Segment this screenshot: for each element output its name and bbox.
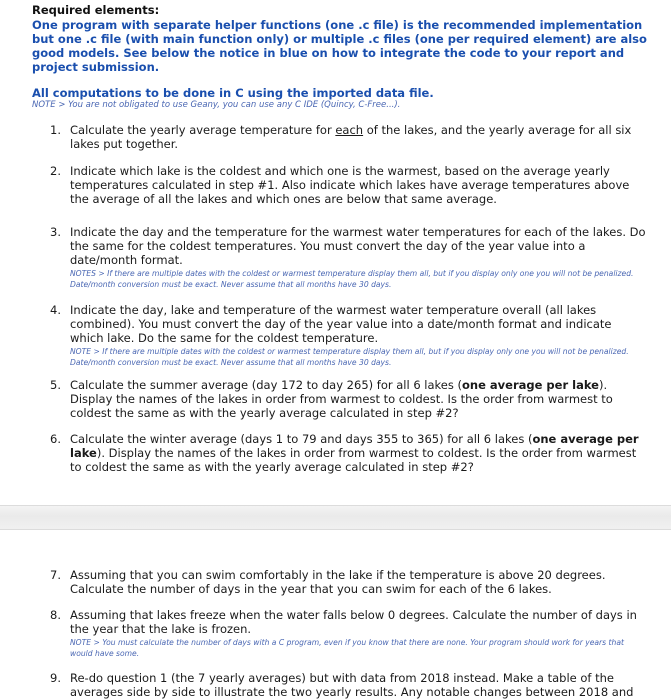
item-number: 2. — [50, 164, 61, 178]
item-number: 1. — [50, 123, 61, 137]
item-number: 6. — [50, 432, 61, 446]
item-text: Indicate which lake is the coldest and which one is the warmest, based on the average yearly temperatures calculated in step #1. Also indicate which lakes have average temperatures above the average of all the lakes and which ones are below that same average. — [70, 164, 630, 206]
computations-heading: All computations to be done in C using the imported data file. — [32, 86, 434, 100]
document-page-2 — [0, 530, 671, 700]
item-text: Indicate the day and the temperature for the warmest water temperatures for each of the lakes. Do the same for the coldest temperatures. You must convert the day of the year value into a date/month format. NOTES > If there are multiple dates with the coldest or warmest temperature display them all, but if you display only one you will not be penalized. Date/month conversion must be exact. Never assume that all months have 30 days. — [70, 225, 648, 290]
item-text: Assuming that you can swim comfortably in the lake if the temperature is above 20 degrees. Calculate the number of days in the year that you can swim for each of the 6 lakes. — [70, 568, 606, 596]
required-elements-description: One program with separate helper functions (one .c file) is the recommended implementation but one .c file (with main function only) or multiple .c files (one per required element) are also good models. See below the notice in blue on how to integrate the code to your report and project submission. — [32, 18, 647, 74]
item-number: 8. — [50, 608, 61, 622]
item-number: 4. — [50, 303, 61, 317]
item-number: 5. — [50, 378, 61, 392]
item-text: Assuming that lakes freeze when the water falls below 0 degrees. Calculate the number of days in the year that the lake is frozen. NOTE > You must calculate the number of days with a C program, even if you know that there are none. Your program should work for years that would have some. — [70, 608, 648, 659]
item-text: Re-do question 1 (the 7 yearly averages) but with data from 2018 instead. Make a table of the averages side by side to illustrate the two yearly results. Any notable changes between 2018 and — [70, 671, 634, 699]
item-note: NOTE > If there are multiple dates with the coldest or warmest temperature display them all, but if you display only one you will not be penalized. Date/month conversion must be exact. Never assume that all months have 30 days. — [70, 347, 629, 367]
item-number: 3. — [50, 225, 61, 239]
item-note: NOTES > If there are multiple dates with the coldest or warmest temperature display them all, but if you display only one you will not be penalized. Date/month conversion must be exact. Never assume that all months have 30 days. — [70, 269, 634, 289]
required-elements-heading: Required elements: — [32, 3, 160, 17]
ide-note: NOTE > You are not obligated to use Geany, you can use any C IDE (Quincy, C-Free...). — [32, 100, 401, 110]
item-number: 7. — [50, 568, 61, 582]
item-text: Indicate the day, lake and temperature of the warmest water temperature overall (all lakes combined). You must convert the day of the year value into a date/month format and indicate which lake. Do the same for the coldest temperature. NOTE > If there are multiple dates with the coldest or warmest temperature display them all, but if you display only one you will not be penalized. Date/month conversion must be exact. Never assume that all months have 30 days. — [70, 303, 648, 368]
item-text: Calculate the winter average (days 1 to 79 and days 355 to 365) for all 6 lakes (one average per lake). Display the names of the lakes in order from warmest to coldest. Is the order from warmest to coldest the same as with the yearly average calculated in step #2? — [70, 432, 639, 474]
item-note: NOTE > You must calculate the number of days with a C program, even if you know that there are none. Your program should work for years that would have some. — [70, 638, 624, 658]
item-number: 9. — [50, 671, 61, 685]
item-text: Calculate the yearly average temperature for each of the lakes, and the yearly average for all six lakes put together. — [70, 123, 632, 151]
page-break — [0, 505, 671, 530]
item-text: Calculate the summer average (day 172 to day 265) for all 6 lakes (one average per lake). Display the names of the lakes in order from warmest to coldest. Is the order from warmest to coldest the same as with the yearly average calculated in step #2? — [70, 378, 613, 420]
